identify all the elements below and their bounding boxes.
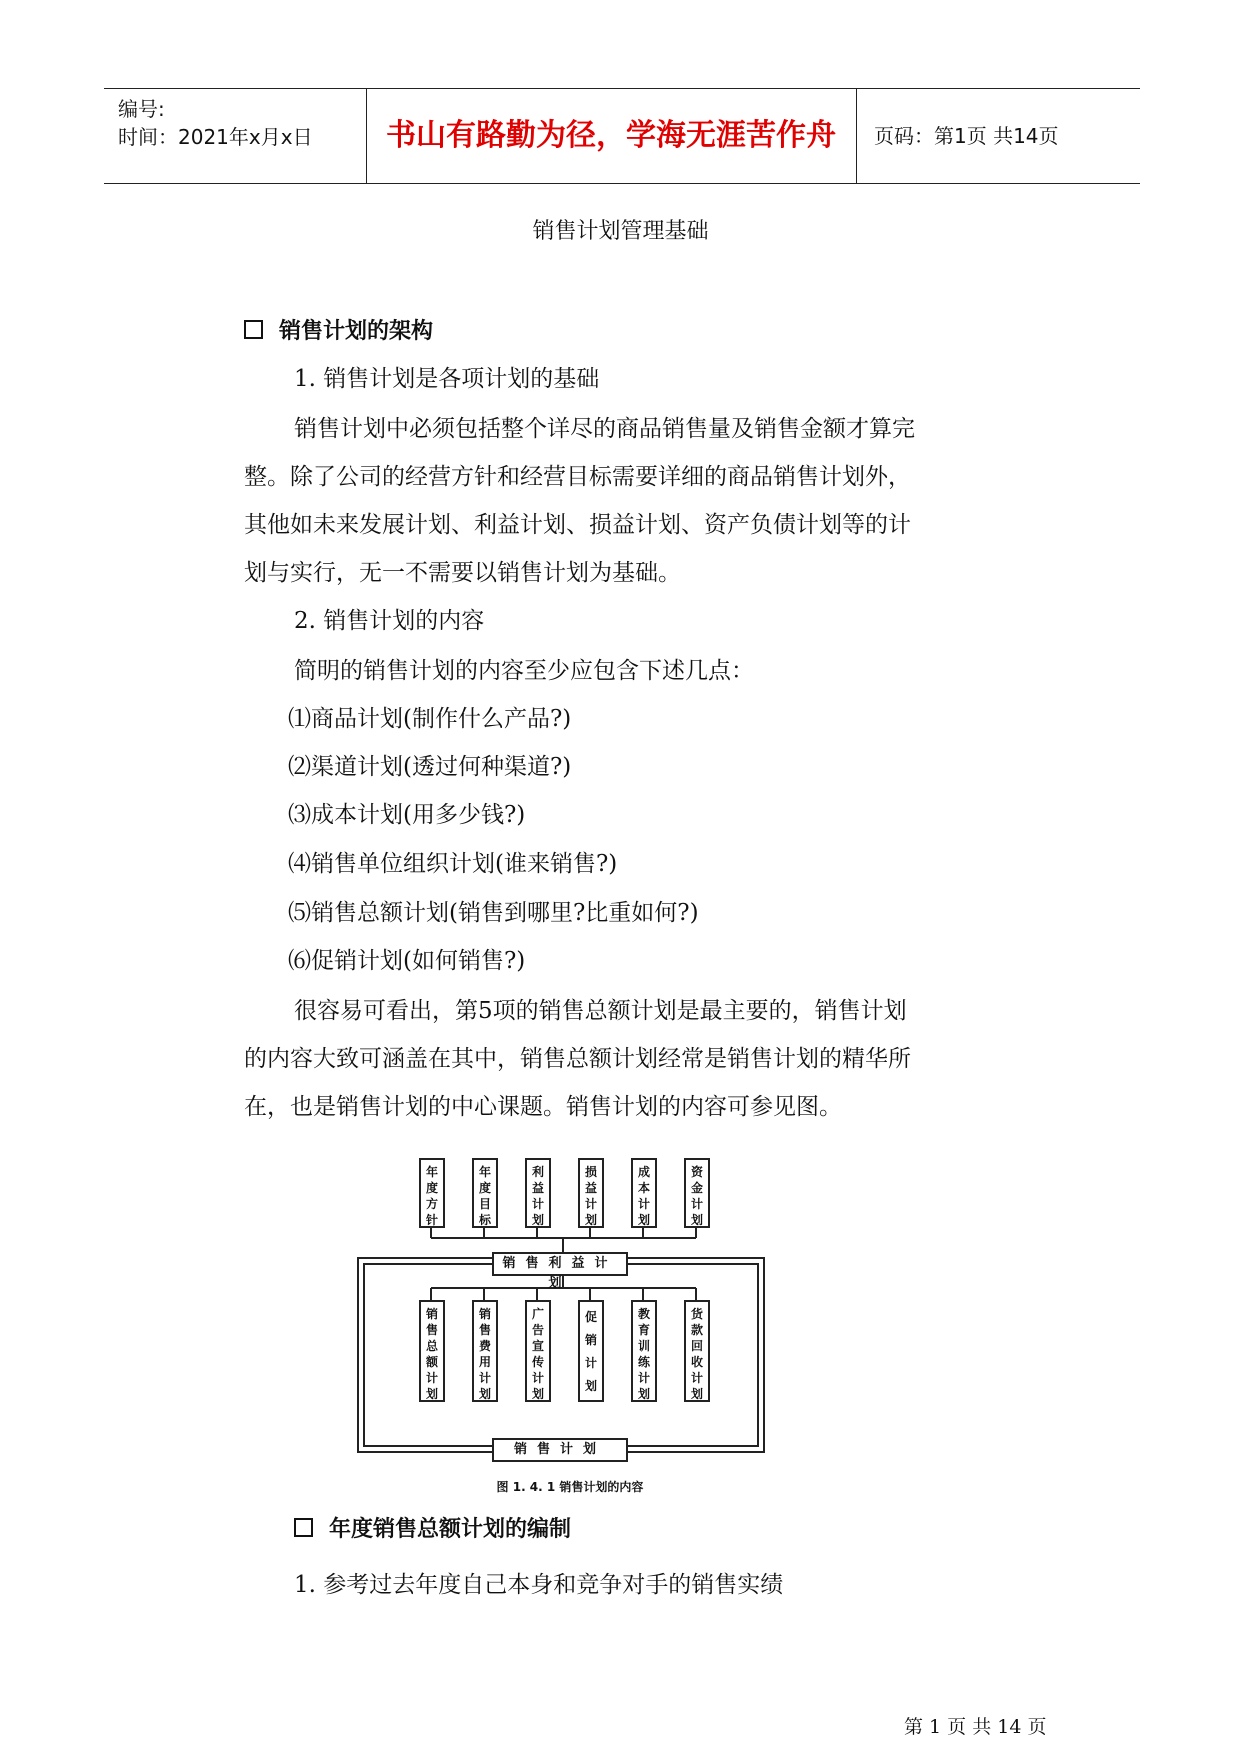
box-label: 年度目标 bbox=[478, 1165, 491, 1227]
figure-caption: 图 1. 4. 1 销售计划的内容 bbox=[496, 1480, 644, 1494]
sales-plan-diagram bbox=[350, 1152, 790, 1502]
header-table bbox=[104, 88, 1140, 184]
diagram-box-advertising-plan bbox=[525, 1300, 551, 1402]
paragraph-line: 整。除了公司的经营方针和经营目标需要详细的商品销售计划外， bbox=[244, 464, 911, 490]
paragraph-line: 在，也是销售计划的中心课题。销售计划的内容可参见图。 bbox=[244, 1094, 842, 1120]
diagram-box-annual-policy bbox=[419, 1158, 445, 1228]
time-label: 时间：2021年x月x日 bbox=[118, 125, 313, 149]
box-label: 成本计划 bbox=[637, 1165, 650, 1227]
box-label: 年度方针 bbox=[425, 1165, 438, 1227]
box-label: 销售总额计划 bbox=[425, 1307, 438, 1401]
diagram-box-profit-plan bbox=[525, 1158, 551, 1228]
list-item: ⑷销售单位组织计划(谁来销售?) bbox=[288, 851, 618, 877]
diagram-box-fund-plan bbox=[684, 1158, 710, 1228]
numbered-item: 2. 销售计划的内容 bbox=[294, 608, 485, 634]
section-heading-text: 销售计划的架构 bbox=[279, 319, 434, 344]
list-item: ⑸销售总额计划(销售到哪里?比重如何?) bbox=[288, 900, 699, 926]
numbered-item: 1. 销售计划是各项计划的基础 bbox=[294, 366, 600, 392]
diagram-box-sales-plan: 销售计划 bbox=[492, 1438, 628, 1462]
document-title: 销售计划管理基础 bbox=[532, 219, 709, 244]
box-label: 利益计划 bbox=[531, 1165, 544, 1227]
paragraph-line: 简明的销售计划的内容至少应包含下述几点： bbox=[294, 658, 754, 684]
footer-page-label: 第 1 页 共 14 页 bbox=[904, 1716, 1047, 1738]
checkbox-square-icon bbox=[294, 1518, 313, 1537]
box-label: 资金计划 bbox=[690, 1165, 703, 1227]
paragraph-line: 很容易可看出，第5项的销售总额计划是最主要的，销售计划 bbox=[294, 998, 907, 1024]
serial-label: 编号: bbox=[118, 97, 165, 121]
checkbox-square-icon bbox=[244, 320, 263, 339]
box-label: 教育训练计划 bbox=[637, 1307, 650, 1401]
list-item: ⑶成本计划(用多少钱?) bbox=[288, 802, 526, 828]
box-label: 销售费用计划 bbox=[478, 1307, 491, 1401]
paragraph-line: 其他如未来发展计划、利益计划、损益计划、资产负债计划等的计 bbox=[244, 512, 911, 538]
diagram-box-training-plan bbox=[631, 1300, 657, 1402]
diagram-box-sales-profit-plan: 销售利益计划 bbox=[492, 1252, 628, 1276]
header-page-label: 页码：第1页 共14页 bbox=[874, 124, 1059, 148]
section-heading bbox=[244, 314, 433, 345]
diagram-box-sales-expense-plan bbox=[472, 1300, 498, 1402]
list-item: ⑵渠道计划(透过何种渠道?) bbox=[288, 754, 572, 780]
header-divider bbox=[856, 89, 857, 183]
box-label: 损益计划 bbox=[584, 1165, 597, 1227]
diagram-box-collection-plan bbox=[684, 1300, 710, 1402]
numbered-item: 1. 参考过去年度自己本身和竞争对手的销售实绩 bbox=[294, 1572, 784, 1598]
diagram-box-sales-total-plan bbox=[419, 1300, 445, 1402]
box-label: 货款回收计划 bbox=[690, 1307, 703, 1401]
diagram-box-promotion-plan bbox=[578, 1300, 604, 1402]
paragraph-line: 销售计划中必须包括整个详尽的商品销售量及销售金额才算完 bbox=[294, 416, 915, 442]
header-motto: 书山有路勤为径，学海无涯苦作舟 bbox=[386, 118, 836, 153]
header-meta bbox=[118, 95, 313, 151]
section-heading bbox=[294, 1512, 571, 1543]
diagram-box-loss-plan bbox=[578, 1158, 604, 1228]
list-item: ⑹促销计划(如何销售?) bbox=[288, 948, 526, 974]
paragraph-line: 划与实行，无一不需要以销售计划为基础。 bbox=[244, 560, 681, 586]
diagram-box-cost-plan bbox=[631, 1158, 657, 1228]
paragraph-line: 的内容大致可涵盖在其中，销售总额计划经常是销售计划的精华所 bbox=[244, 1046, 911, 1072]
diagram-box-annual-target bbox=[472, 1158, 498, 1228]
diagram-connectors bbox=[350, 1152, 790, 1482]
list-item: ⑴商品计划(制作什么产品?) bbox=[288, 706, 572, 732]
box-label: 促销计划 bbox=[584, 1310, 597, 1393]
box-label: 广告宣传计划 bbox=[531, 1307, 544, 1401]
section-heading-text: 年度销售总额计划的编制 bbox=[329, 1517, 572, 1542]
